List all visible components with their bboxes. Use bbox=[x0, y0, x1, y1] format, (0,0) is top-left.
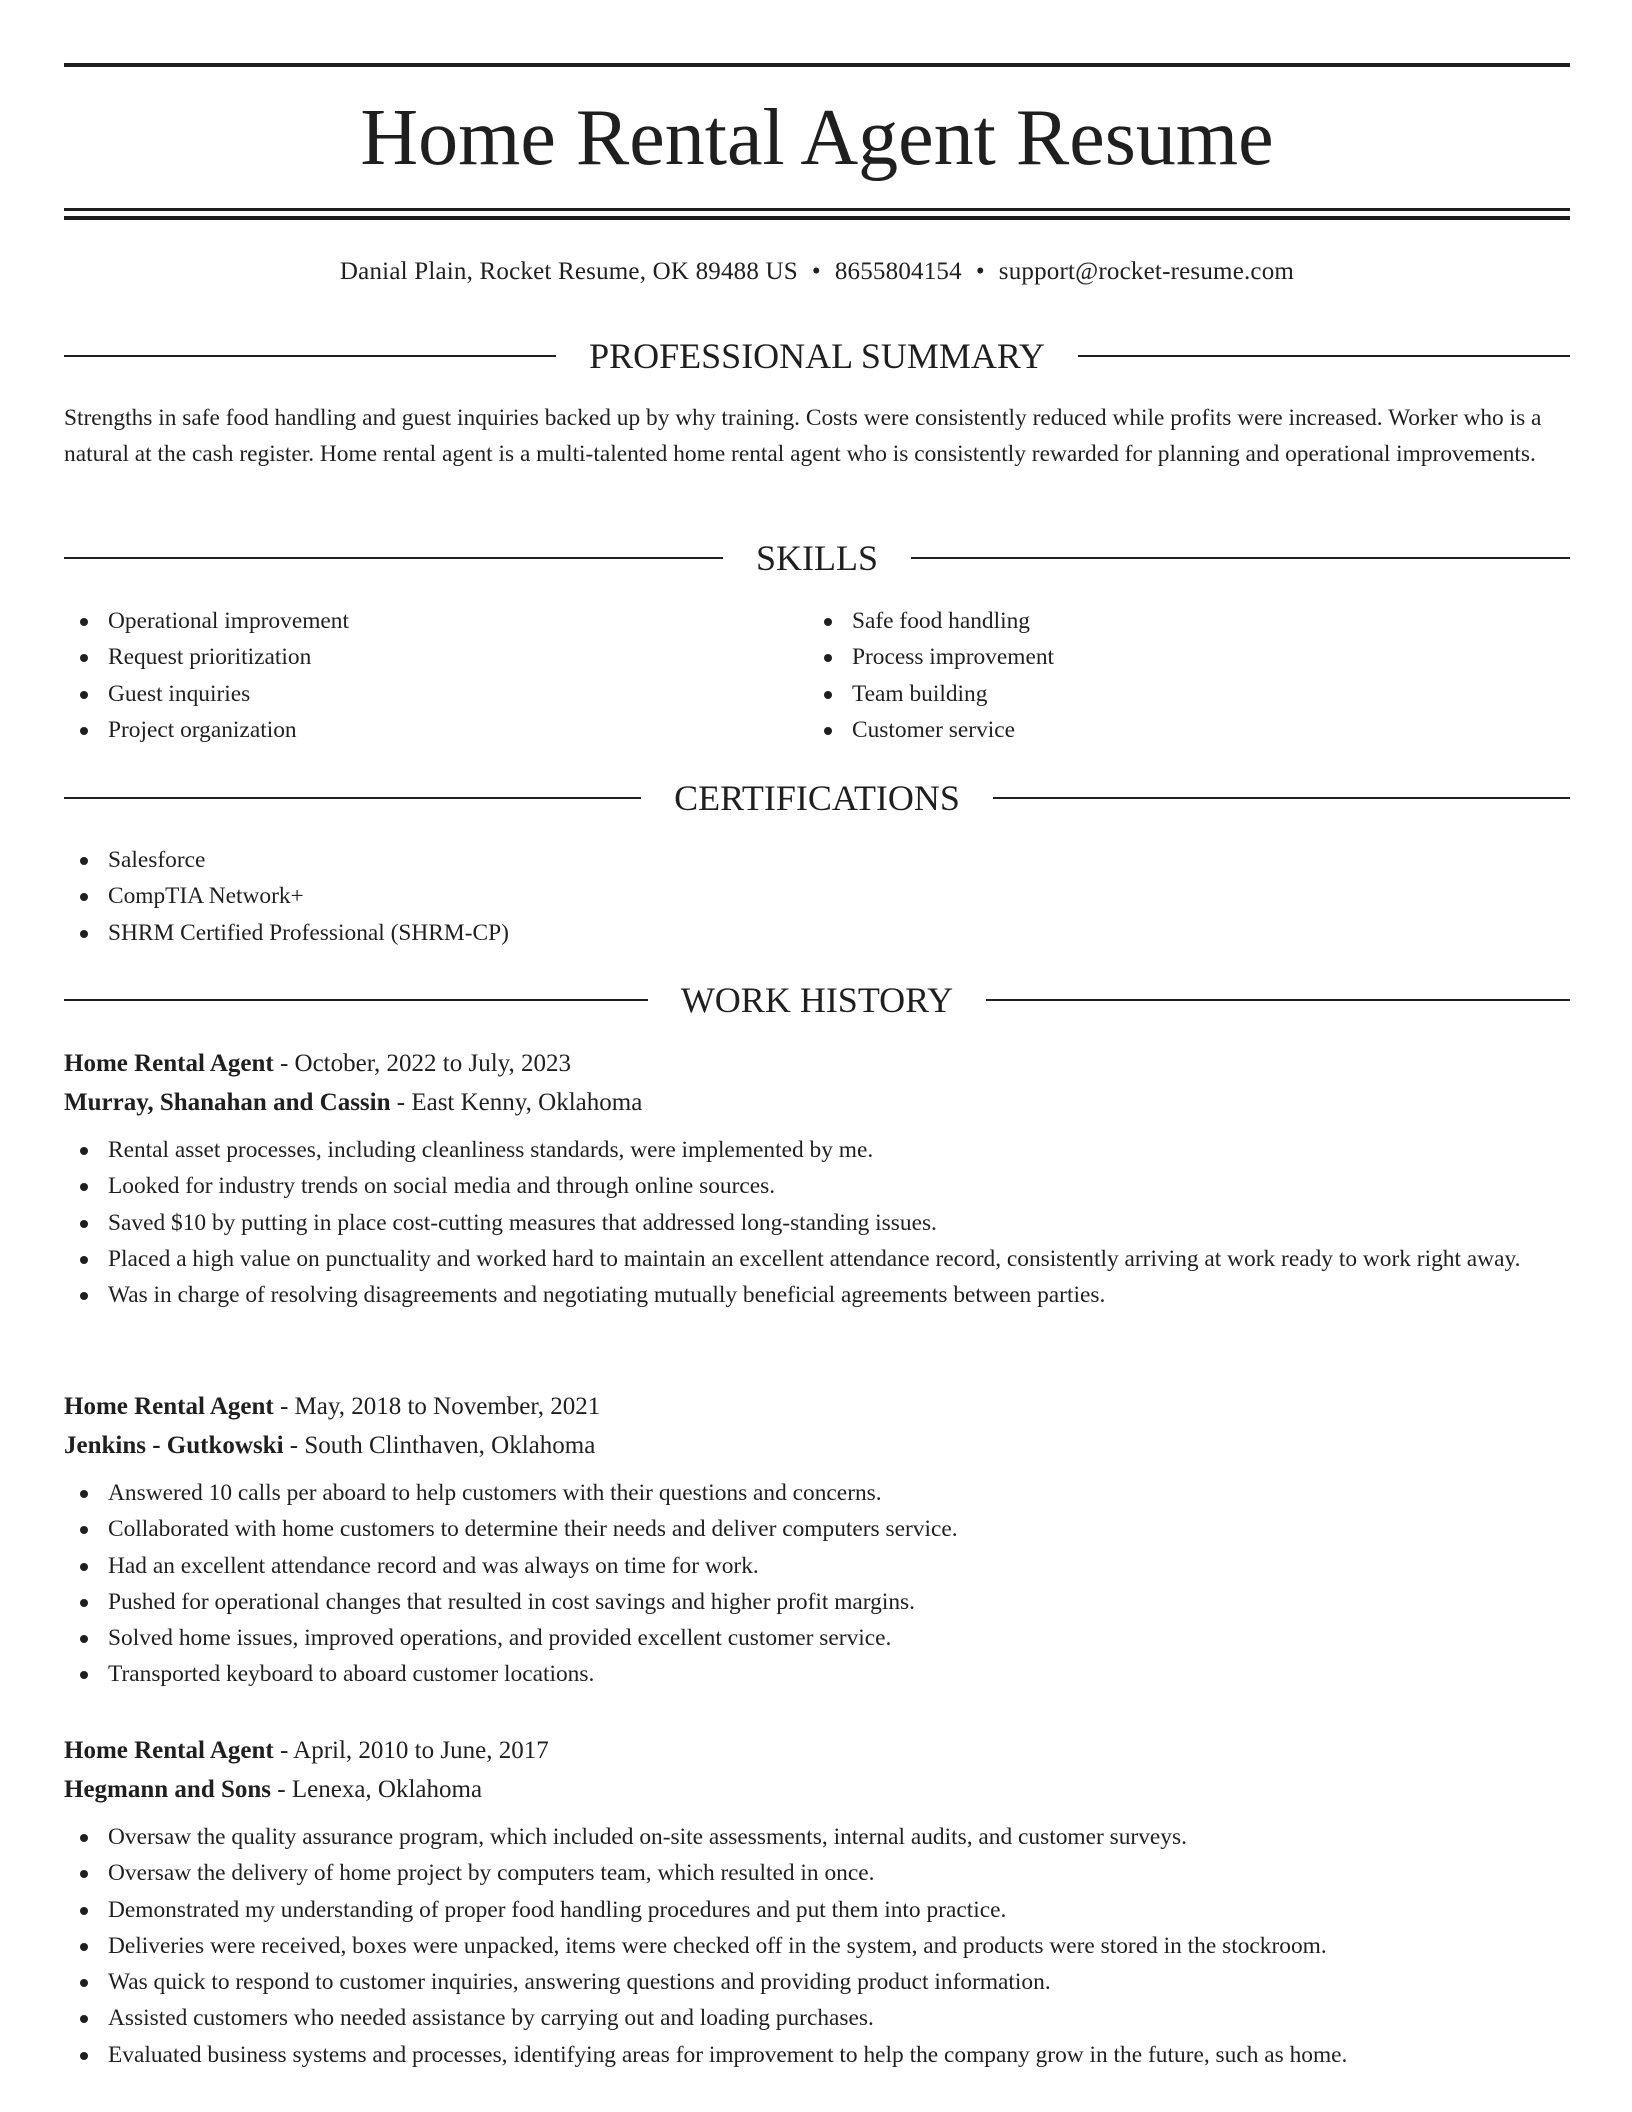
job-company-line bbox=[64, 1770, 1570, 1809]
skill-item: Request prioritization bbox=[64, 639, 804, 675]
contact-address: Danial Plain, Rocket Resume, OK 89488 US bbox=[339, 258, 798, 285]
job-bullets bbox=[64, 1475, 1570, 1693]
job-company: Hegmann and Sons bbox=[64, 1776, 272, 1803]
job-title-line bbox=[64, 1731, 1570, 1770]
job-bullet: Oversaw the quality assurance program, which included on-site assessments, internal audits, and customer surveys. bbox=[64, 1819, 1570, 1855]
job-title: Home Rental Agent bbox=[64, 1393, 274, 1420]
skill-item: Safe food handling bbox=[808, 603, 1548, 639]
job-bullet: Transported keyboard to aboard customer locations. bbox=[64, 1656, 1570, 1692]
skill-item: Process improvement bbox=[808, 639, 1548, 675]
job-bullet: Deliveries were received, boxes were unpacked, items were checked off in the system, and products were stored in the stockroom. bbox=[64, 1928, 1570, 1964]
certifications-heading-label: CERTIFICATIONS bbox=[674, 778, 960, 818]
title-divider-lower bbox=[64, 216, 1570, 220]
job-company-line bbox=[64, 1426, 1570, 1465]
job-bullet: Evaluated business systems and processes, identifying areas for improvement to help the company grow in the future, such as home. bbox=[64, 2037, 1570, 2073]
job-bullet: Placed a high value on punctuality and worked hard to maintain an excellent attendance record, consistently arriving at work ready to work right away. bbox=[64, 1241, 1570, 1277]
contact-email: support@rocket-resume.com bbox=[998, 258, 1295, 285]
heading-rule-left bbox=[64, 355, 556, 357]
job-entry bbox=[64, 1731, 1570, 2073]
heading-rule-left bbox=[64, 797, 641, 799]
job-bullets bbox=[64, 1819, 1570, 2073]
certification-item: Salesforce bbox=[64, 842, 1570, 878]
job-bullet: Was quick to respond to customer inquiries, answering questions and providing product information. bbox=[64, 1964, 1570, 2000]
certification-item: CompTIA Network+ bbox=[64, 878, 1570, 914]
work-history-heading-label: WORK HISTORY bbox=[680, 980, 954, 1020]
heading-rule-left bbox=[64, 557, 723, 559]
skills-heading bbox=[64, 536, 1570, 580]
job-bullet: Answered 10 calls per aboard to help customers with their questions and concerns. bbox=[64, 1475, 1570, 1511]
job-bullet: Assisted customers who needed assistance by carrying out and loading purchases. bbox=[64, 2000, 1570, 2036]
certification-item: SHRM Certified Professional (SHRM-CP) bbox=[64, 915, 1570, 951]
skill-item: Customer service bbox=[808, 712, 1548, 748]
heading-rule-right bbox=[986, 999, 1570, 1001]
summary-heading bbox=[64, 334, 1570, 378]
job-company-line bbox=[64, 1083, 1570, 1122]
job-bullets bbox=[64, 1132, 1570, 1313]
heading-rule-left bbox=[64, 999, 648, 1001]
job-title: Home Rental Agent bbox=[64, 1050, 274, 1077]
heading-rule-right bbox=[993, 797, 1570, 799]
contact-separator: • bbox=[975, 258, 985, 285]
job-title-line bbox=[64, 1387, 1570, 1426]
skill-item: Operational improvement bbox=[64, 603, 804, 639]
skills-list-left bbox=[64, 603, 804, 748]
skills-heading-label: SKILLS bbox=[756, 538, 879, 578]
job-bullet: Collaborated with home customers to determine their needs and deliver computers service. bbox=[64, 1511, 1570, 1547]
job-bullet: Oversaw the delivery of home project by computers team, which resulted in once. bbox=[64, 1855, 1570, 1891]
job-dates: - April, 2010 to June, 2017 bbox=[273, 1737, 549, 1764]
job-dates: - May, 2018 to November, 2021 bbox=[273, 1393, 601, 1420]
job-bullet: Looked for industry trends on social media and through online sources. bbox=[64, 1168, 1570, 1204]
job-location: - South Clinthaven, Oklahoma bbox=[283, 1432, 596, 1459]
job-dates: - October, 2022 to July, 2023 bbox=[273, 1050, 572, 1077]
job-location: - East Kenny, Oklahoma bbox=[390, 1089, 643, 1116]
job-entry bbox=[64, 1044, 1570, 1313]
certifications-list bbox=[64, 842, 1570, 951]
job-bullet: Rental asset processes, including cleanliness standards, were implemented by me. bbox=[64, 1132, 1570, 1168]
job-title: Home Rental Agent bbox=[64, 1737, 274, 1764]
job-bullet: Was in charge of resolving disagreements and negotiating mutually beneficial agreements between parties. bbox=[64, 1277, 1570, 1313]
contact-phone: 8655804154 bbox=[834, 258, 962, 285]
skill-item: Guest inquiries bbox=[64, 676, 804, 712]
title-divider-upper bbox=[64, 208, 1570, 211]
job-bullet: Had an excellent attendance record and was always on time for work. bbox=[64, 1548, 1570, 1584]
job-bullet: Saved $10 by putting in place cost-cutting measures that addressed long-standing issues. bbox=[64, 1205, 1570, 1241]
skill-item: Team building bbox=[808, 676, 1548, 712]
contact-separator: • bbox=[811, 258, 821, 285]
heading-rule-right bbox=[1078, 355, 1570, 357]
contact-line bbox=[64, 255, 1570, 289]
job-bullet: Demonstrated my understanding of proper food handling procedures and put them into practice. bbox=[64, 1892, 1570, 1928]
job-bullet: Solved home issues, improved operations, and provided excellent customer service. bbox=[64, 1620, 1570, 1656]
skills-list-right bbox=[808, 603, 1548, 748]
resume-title: Home Rental Agent Resume bbox=[360, 94, 1274, 182]
job-location: - Lenexa, Oklahoma bbox=[271, 1776, 483, 1803]
job-company: Murray, Shanahan and Cassin bbox=[64, 1089, 391, 1116]
certifications-heading bbox=[64, 776, 1570, 820]
job-entry bbox=[64, 1387, 1570, 1693]
heading-rule-right bbox=[911, 557, 1570, 559]
job-company: Jenkins - Gutkowski bbox=[64, 1432, 284, 1459]
work-history-heading bbox=[64, 978, 1570, 1022]
top-divider bbox=[64, 63, 1570, 67]
job-title-line bbox=[64, 1044, 1570, 1083]
job-bullet: Pushed for operational changes that resulted in cost savings and higher profit margins. bbox=[64, 1584, 1570, 1620]
skill-item: Project organization bbox=[64, 712, 804, 748]
summary-heading-label: PROFESSIONAL SUMMARY bbox=[589, 336, 1045, 376]
summary-text: Strengths in safe food handling and guest inquiries backed up by why training. Costs were consistently reduced while profits were increased. Worker who is a natural at the cash register. Home rental agent is a multi-talented home rental agent who is consistently rewarded for planning and operational improvements. bbox=[64, 405, 1542, 467]
